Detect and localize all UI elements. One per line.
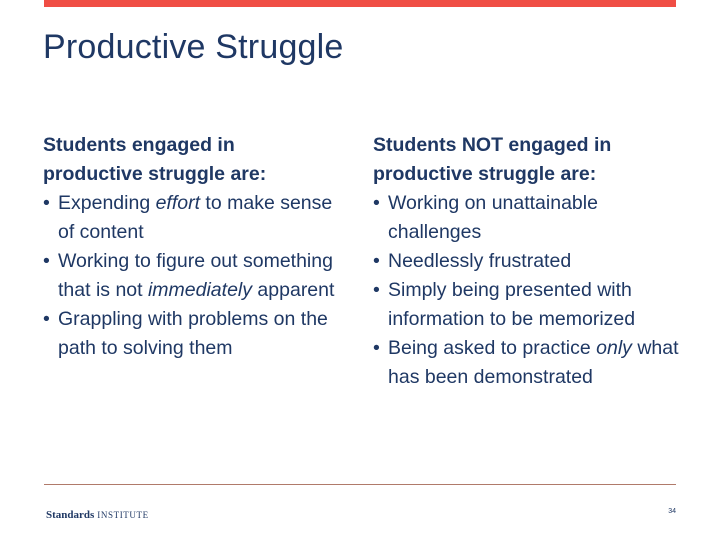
bullet-text: Working on unattainable challenges: [388, 192, 598, 243]
emphasized-text: effort: [155, 192, 201, 214]
bullet-item: [373, 189, 683, 247]
right-heading-line-2: productive struggle are:: [373, 163, 597, 185]
bullet-item: [373, 247, 683, 276]
bullet-text: what has been demonstrated: [388, 337, 679, 388]
right-bullet-list: [373, 189, 683, 392]
left-column-heading: [43, 131, 343, 189]
top-accent-bar: [44, 0, 676, 7]
standards-institute-logo: [46, 505, 149, 523]
bullet-text: Being asked to practice: [388, 337, 597, 359]
left-heading-line-1: Students engaged in: [43, 134, 235, 156]
right-column-heading: [373, 131, 683, 189]
bullet-item: [43, 247, 343, 305]
bullet-item: [373, 276, 683, 334]
left-heading-line-2: productive struggle are:: [43, 163, 267, 185]
footer-divider: [44, 484, 676, 485]
bullet-item: [43, 305, 343, 363]
emphasized-text: only: [596, 337, 632, 359]
bullet-text: Grappling with problems on the path to solving them: [58, 308, 328, 359]
logo-sub: INSTITUTE: [97, 510, 149, 520]
bullet-item: [43, 189, 343, 247]
bullet-text: Expending: [58, 192, 156, 214]
bullet-text: to make sense of content: [58, 192, 333, 243]
bullet-text: Simply being presented with information to be memorized: [388, 279, 636, 330]
bullet-text: Working to figure out something that is not: [58, 250, 333, 301]
left-bullet-list: [43, 189, 343, 363]
right-heading-line-1: Students NOT engaged in: [373, 134, 612, 156]
slide-title: Productive Struggle: [43, 28, 344, 66]
emphasized-text: immediately: [147, 279, 253, 301]
bullet-item: [373, 334, 683, 392]
bullet-text: Needlessly frustrated: [388, 250, 572, 272]
bullet-text: apparent: [252, 279, 335, 301]
left-column: [43, 131, 343, 363]
page-number: 34: [668, 508, 676, 515]
right-column: [373, 131, 683, 392]
logo-word: Standards: [46, 509, 95, 521]
